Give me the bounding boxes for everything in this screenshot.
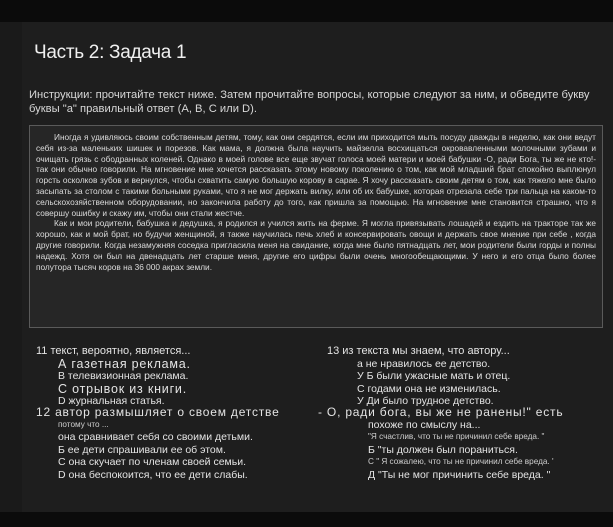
question-stem: - О, ради бога, вы же не ранены!" есть <box>318 405 564 419</box>
option-a[interactable]: "Я счастлив, что ты не причинил себе вреда. " <box>368 432 545 441</box>
option-b[interactable]: У Б были ужасные мать и отец. <box>357 370 511 382</box>
top-black-bar <box>0 0 613 22</box>
option-b[interactable]: В телевизионная реклама. <box>58 370 189 382</box>
question-stem: 13 из текста мы знаем, что автору... <box>327 345 510 357</box>
option-a[interactable]: она сравнивает себя со своими детьми. <box>58 431 253 443</box>
option-c[interactable]: С отрывок из книги. <box>58 381 187 396</box>
worksheet-page <box>22 22 613 512</box>
page-title: Часть 2: Задача 1 <box>34 42 187 63</box>
bottom-black-bar <box>0 512 613 527</box>
instructions: Инструкции: прочитайте текст ниже. Затем прочитайте вопросы, которые следуют за ним, и обведите букву буквы "а" правильный ответ (A, B, C или D). <box>29 89 590 115</box>
question-substem: потому что ... <box>58 419 109 429</box>
option-b[interactable]: Б ее дети спрашивали ее об этом. <box>58 443 226 456</box>
passage-paragraph-1: Иногда я удивляюсь своим собственным детям, тому, как они сердятся, если им приходится мыть посуду дважды в неделю, как они ведут себя из-за маленьких шишек и порезов. Как мама, я должна была научить майзелла восхищаться окровавленными молочными зубами и очищать грязь с ободранных коленей. Однако в моей голове все еще звучат голоса моей матери и моей бабушки -О, ради Бога, ты же не кто!- так они обычно говорили. На мгновение мне хочется рассказать этому новому поколению о том, как мой младший брат спокойно выплюнул горсть осколков зубов и вернулся, чтобы схватить самую большую корову в сарае. Я хочу рассказать своим детям о том, как тяжело мне было засыпать за столом с такими больными руками, что я не мог держать вилку, или об их бабушке, которая отрезала себе три пальца на каком-то сельскохозяйственном оборудовании, но закончила работу до того, как пришла за помощью. На мгновение мне становится страшно, что я совершу ошибку и скажу им, чтобы они стали жестче. <box>36 132 596 218</box>
option-d[interactable]: D журнальная статья. <box>58 395 165 407</box>
question-stem: 12 автор размышляет о своем детстве <box>36 405 280 419</box>
option-a[interactable]: А газетная реклама. <box>58 356 191 371</box>
question-12 <box>36 406 326 481</box>
question-13 <box>327 345 607 408</box>
option-c[interactable]: С " Я сожалею, что ты не причинил себе вреда. ' <box>368 457 554 466</box>
option-c[interactable]: С годами она не изменилась. <box>357 382 501 395</box>
option-d[interactable]: D она беспокоится, что ее дети слабы. <box>58 468 248 481</box>
option-d[interactable]: У Ди было трудное детство. <box>357 395 494 407</box>
question-14 <box>318 406 610 481</box>
option-d[interactable]: Д "Ты не мог причинить себе вреда. " <box>368 468 551 481</box>
option-a[interactable]: а не нравилось ее детство. <box>357 357 491 370</box>
passage-paragraph-2: Как и мои родители, бабушка и дедушка, я родился и учился жить на ферме. Я могла привязывать лошадей и ездить на тракторе так же хорошо, как и мой брат, но будучи женщиной, я также научилась печь хлеб и консервировать овощи и держать свое мнение при себе , когда другие говорили. Когда незамужняя соседка пригласила меня на свидание, когда мне было пятнадцать лет, мои родители были горды и полны надежд. Хотя он был на двенадцать лет старше меня, другие его цифры были очень многообещающими. У него и его отца было более полутора тысяч коров на 36 000 акрах земли. <box>36 218 596 272</box>
option-b[interactable]: Б "ты должен был пораниться. <box>368 443 518 456</box>
reading-passage <box>29 125 603 328</box>
question-11 <box>36 345 306 408</box>
question-stem: 11 текст, вероятно, является... <box>36 345 191 357</box>
question-substem: похоже по смыслу на... <box>368 418 481 431</box>
option-c[interactable]: С она скучает по членам своей семьи. <box>58 456 247 468</box>
